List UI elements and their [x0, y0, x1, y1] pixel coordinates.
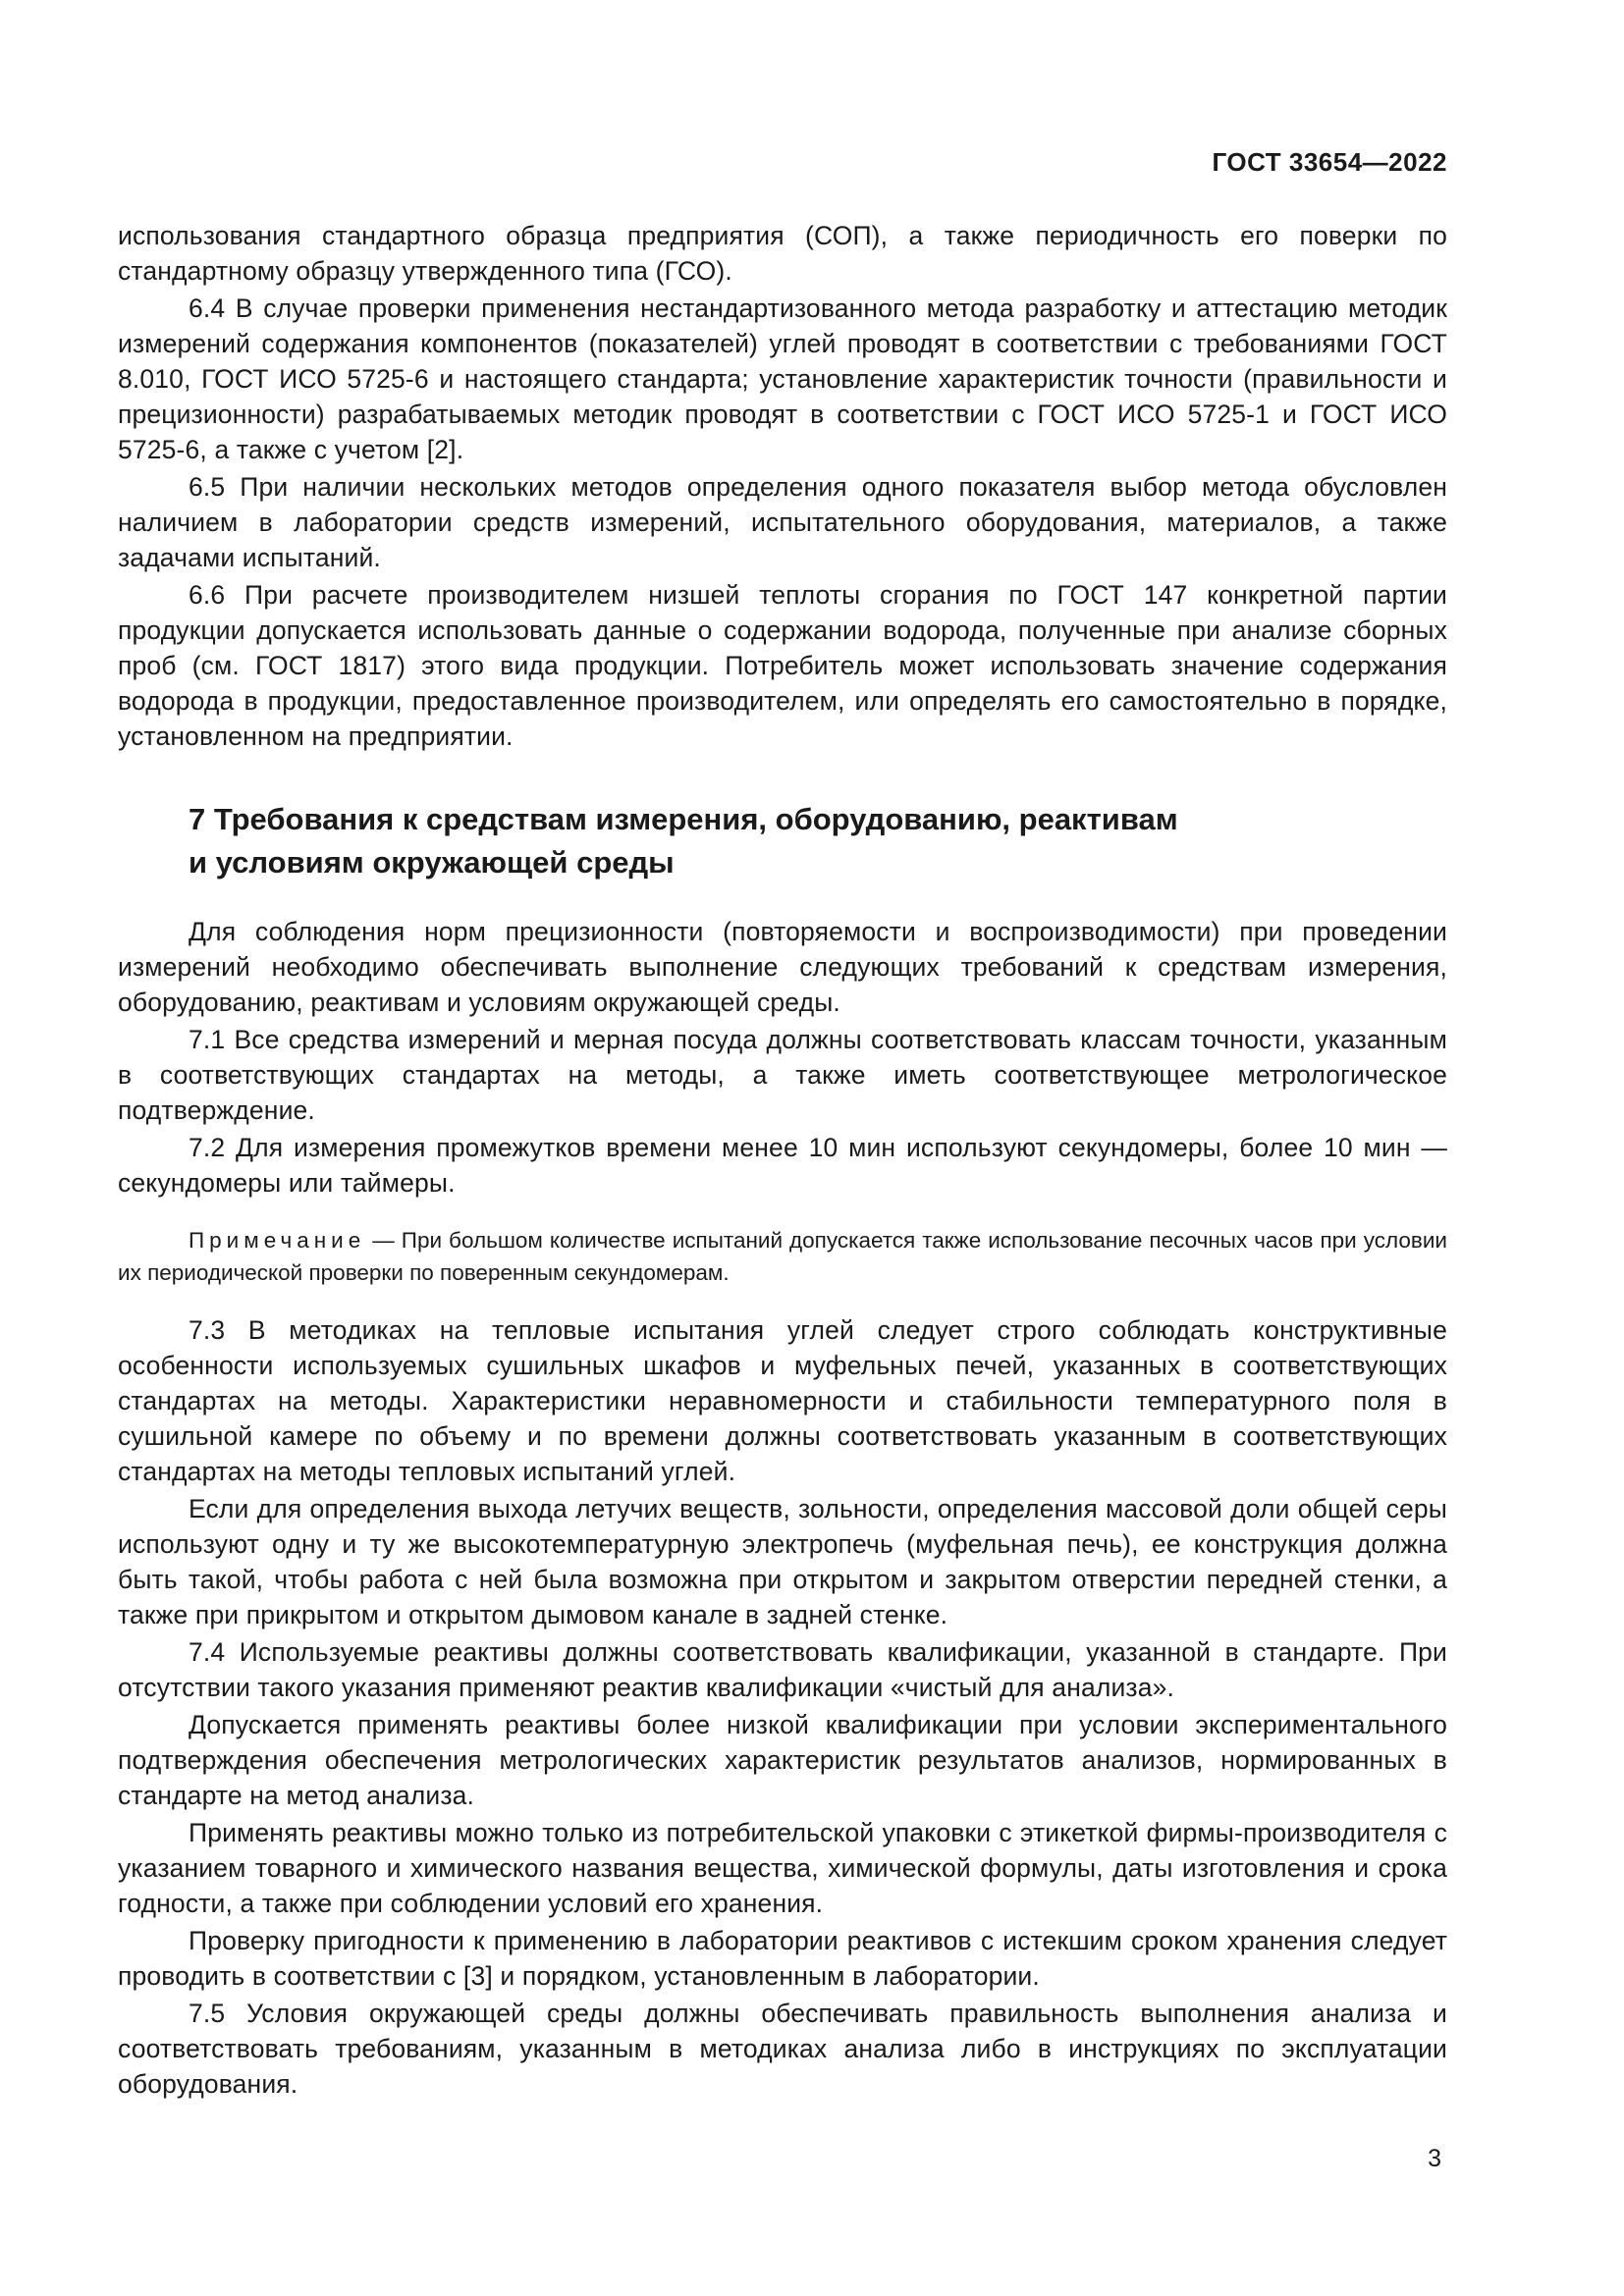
paragraph-6-4: 6.4 В случае проверки применения нестандартизованного метода разработку и аттестацию методик измерений содержания компонентов (показателей) углей проводят в соответствии с требованиями ГОСТ 8.010, ГОСТ ИСО 5725-6 и настоящего стандарта; установление характеристик точности (правильности и прецизионности) разрабатываемых методик проводят в соответствии с ГОСТ ИСО 5725-1 и ГОСТ ИСО 5725-6, а также с учетом [2].	[118, 294, 1447, 464]
document-body	[118, 218, 1447, 2102]
paragraph-7-4-c: Применять реактивы можно только из потребительской упаковки с этикеткой фирмы-производителя с указанием товарного и химического названия вещества, химической формулы, даты изготовления и срока годности, а также при соблюдении условий его хранения.	[118, 1818, 1447, 1918]
paragraph-continuation: использования стандартного образца предприятия (СОП), а также периодичность его поверки по стандартному образцу утвержденного типа (ГСО).	[118, 221, 1447, 286]
paragraph-7-4-d: Проверку пригодности к применению в лаборатории реактивов с истекшим сроком хранения следует проводить в соответствии с [3] и порядком, установленным в лаборатории.	[118, 1926, 1447, 1991]
section-7-heading-line2: и условиям окружающей среды	[189, 845, 675, 880]
paragraph-7-intro: Для соблюдения норм прецизионности (повторяемости и воспроизводимости) при проведении измерений необходимо обеспечивать выполнение следующих требований к средствам измерения, оборудованию, реактивам и условиям окружающей среды.	[118, 917, 1447, 1017]
document-id-header: ГОСТ 33654—2022	[1212, 147, 1447, 177]
paragraph-7-3: 7.3 В методиках на тепловые испытания углей следует строго соблюдать конструктивные особенности используемых сушильных шкафов и муфельных печей, указанных в соответствующих стандартах на методы. Характеристики неравномерности и стабильности температурного поля в сушильной камере по объему и по времени должны соответствовать указанным в соответствующих стандартах на методы тепловых испытаний углей.	[118, 1315, 1447, 1486]
paragraph-7-4-b: Допускается применять реактивы более низкой квалификации при условии экспериментального подтверждения обеспечения метрологических характеристик результатов анализов, нормированных в стандарте на метод анализа.	[118, 1710, 1447, 1810]
section-7-heading-line1: 7 Требования к средствам измерения, оборудованию, реактивам	[189, 802, 1178, 836]
paragraph-6-6: 6.6 При расчете производителем низшей теплоты сгорания по ГОСТ 147 конкретной партии продукции допускается использовать данные о содержании водорода, полученные при анализе сборных проб (см. ГОСТ 1817) этого вида продукции. Потребитель может использовать значение содержания водорода в продукции, предоставленное производителем, или определять его самостоятельно в порядке, установленном на предприятии.	[118, 580, 1447, 751]
note-label: Примечание	[189, 1228, 366, 1253]
paragraph-7-5: 7.5 Условия окружающей среды должны обеспечивать правильность выполнения анализа и соответствовать требованиям, указанным в методиках анализа либо в инструкциях по эксплуатации оборудования.	[118, 1999, 1447, 2099]
note-text: — При большом количестве испытаний допускается также использование песочных часов при условии их периодической проверки по поверенным секундомерам.	[118, 1228, 1447, 1285]
paragraph-7-1: 7.1 Все средства измерений и мерная посуда должны соответствовать классам точности, указанным в соответствующих стандартах на методы, а также иметь соответствующее метрологическое подтверждение.	[118, 1025, 1447, 1125]
note	[118, 1224, 1447, 1289]
paragraph-7-3-b: Если для определения выхода летучих веществ, зольности, определения массовой доли общей серы используют одну и ту же высокотемпературную электропечь (муфельная печь), ее конструкция должна быть такой, чтобы работа с ней была возможна при открытом и закрытом отверстии передней стенки, а также при прикрытом и открытом дымовом канале в задней стенке.	[118, 1494, 1447, 1629]
section-7-heading	[189, 798, 1447, 884]
page-number: 3	[1428, 2145, 1441, 2172]
paragraph-7-4: 7.4 Используемые реактивы должны соответствовать квалификации, указанной в стандарте. При отсутствии такого указания применяют реактив квалификации «чистый для анализа».	[118, 1637, 1447, 1702]
paragraph-7-2: 7.2 Для измерения промежутков времени менее 10 мин используют секундомеры, более 10 мин — секундомеры или таймеры.	[118, 1133, 1447, 1198]
paragraph-6-5: 6.5 При наличии нескольких методов определения одного показателя выбор метода обусловлен наличием в лаборатории средств измерений, испытательного оборудования, материалов, а также задачами испытаний.	[118, 472, 1447, 572]
